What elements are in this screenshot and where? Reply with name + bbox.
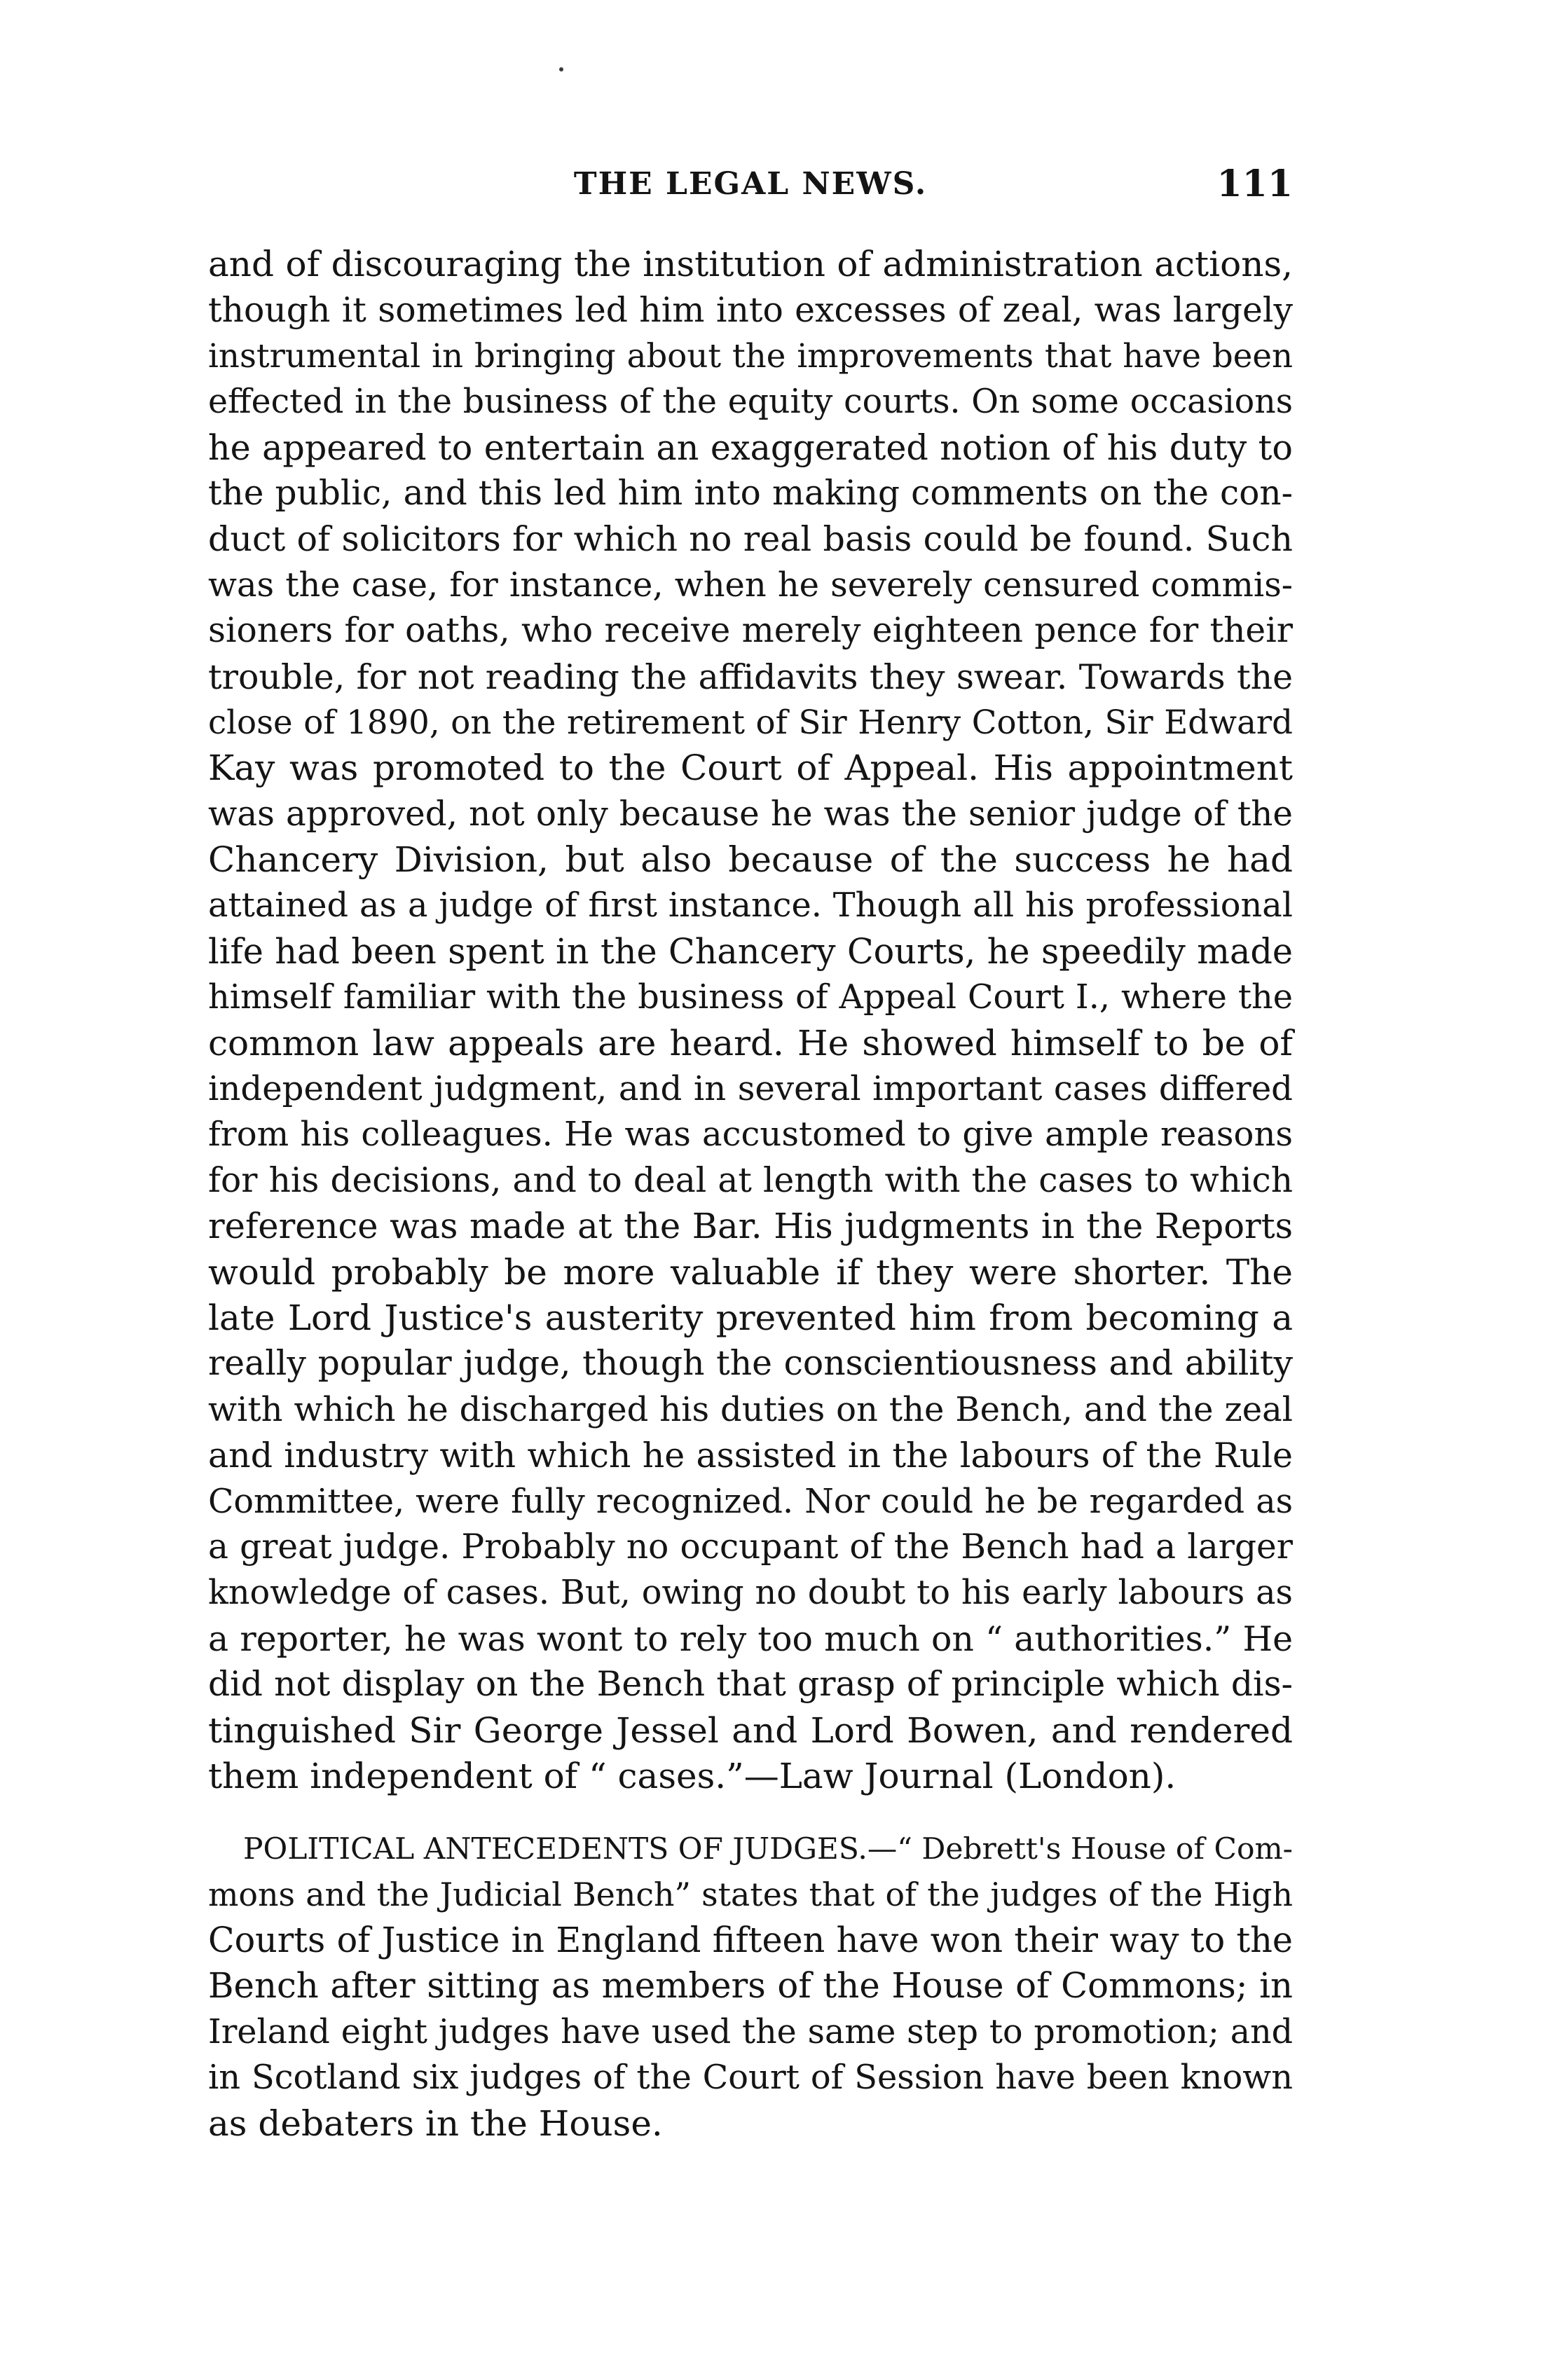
text-line: the public, and this led him into making comments on the con-	[208, 473, 1293, 513]
text-line: as debaters in the House.	[208, 2103, 663, 2144]
text-line: from his colleagues. He was accustomed to give ample reasons	[208, 1115, 1293, 1155]
text-line: Committee, were fully recognized. Nor could he be regarded as	[208, 1482, 1293, 1521]
text-line: Ireland eight judges have used the same step to promotion; and	[208, 2012, 1293, 2051]
text-line: really popular judge, though the conscientiousness and ability	[208, 1344, 1293, 1384]
text-line: attained as a judge of first instance. Though all his professional	[208, 886, 1293, 926]
ink-speck	[559, 67, 563, 71]
text-line: trouble, for not reading the affidavits they swear. Towards the	[208, 656, 1293, 697]
text-line: close of 1890, on the retirement of Sir Henry Cotton, Sir Edward	[208, 703, 1293, 741]
text-line: Bench after sitting as members of the House of Commons; in	[208, 1965, 1293, 2007]
text-line: them independent of “ cases.”—Law Journal (London).	[208, 1755, 1177, 1796]
text-line: knowledge of cases. But, owing no doubt to his early labours as	[208, 1574, 1293, 1613]
paragraph-political-antecedents	[208, 1826, 1293, 2147]
text-line: instrumental in bringing about the improvements that have been	[208, 336, 1293, 375]
text-line: a reporter, he was wont to rely too much on “ authorities.” He	[208, 1618, 1293, 1659]
text-line: would probably be more valuable if they were shorter. The	[208, 1251, 1293, 1293]
text-line: life had been spent in the Chancery Courts, he speedily made	[208, 930, 1293, 972]
text-line: POLITICAL ANTECEDENTS OF JUDGES.—“ Debrett's House of Com-	[243, 1831, 1293, 1866]
text-line: mons and the Judicial Bench” states that of the judges of the High	[208, 1875, 1293, 1913]
text-line: effected in the business of the equity courts. On some occasions	[208, 383, 1293, 422]
paragraph-law-journal	[208, 242, 1293, 1799]
text-line: late Lord Justice's austerity prevented him from becoming a	[208, 1297, 1293, 1338]
text-line: for his decisions, and to deal at length with the cases to which	[208, 1160, 1293, 1200]
text-line: in Scotland six judges of the Court of Session have been known	[208, 2058, 1293, 2098]
text-line: though it sometimes led him into excesses of zeal, was largely	[208, 290, 1293, 331]
text-line: with which he discharged his duties on the Bench, and the zeal	[208, 1389, 1293, 1429]
text-line: did not display on the Bench that grasp of principle which dis-	[208, 1665, 1293, 1705]
paragraph-gap	[208, 1799, 1293, 1826]
text-line: tinguished Sir George Jessel and Lord Bowen, and rendered	[208, 1710, 1293, 1751]
page-header	[208, 160, 1293, 209]
text-line: sioners for oaths, who receive merely eighteen pence for their	[208, 611, 1293, 651]
text-column	[208, 242, 1293, 2147]
text-line: and industry with which he assisted in the labours of the Rule	[208, 1436, 1293, 1476]
running-title: THE LEGAL NEWS.	[573, 166, 928, 202]
text-line: and of discouraging the institution of administration actions,	[208, 244, 1293, 284]
text-line: a great judge. Probably no occupant of the Bench had a larger	[208, 1527, 1293, 1567]
text-line: was approved, not only because he was the senior judge of the	[208, 794, 1293, 834]
text-line: reference was made at the Bar. His judgments in the Reports	[208, 1206, 1293, 1247]
text-line: Courts of Justice in England fifteen have won their way to the	[208, 1920, 1293, 1961]
text-line: was the case, for instance, when he severely censured commis-	[208, 565, 1293, 605]
text-line: common law appeals are heard. He showed himself to be of	[208, 1022, 1293, 1064]
text-line: duct of solicitors for which no real basis could be found. Such	[208, 518, 1293, 560]
text-line: independent judgment, and in several important cases differed	[208, 1069, 1293, 1109]
text-line: he appeared to entertain an exaggerated notion of his duty to	[208, 427, 1293, 468]
page-number: 111	[1216, 163, 1293, 205]
text-line: himself familiar with the business of Appeal Court I., where the	[208, 978, 1293, 1017]
text-line: Chancery Division, but also because of the success he had	[208, 839, 1293, 881]
text-line: Kay was promoted to the Court of Appeal. His appointment	[208, 748, 1293, 789]
